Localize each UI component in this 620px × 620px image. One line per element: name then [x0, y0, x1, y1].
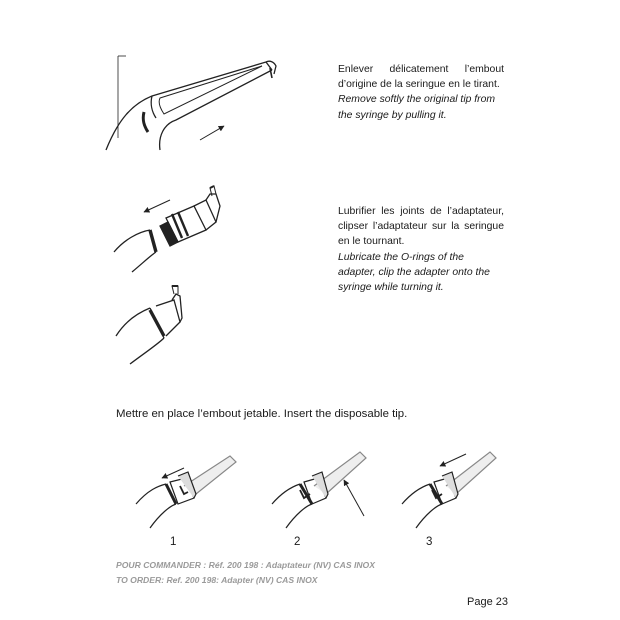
insert-tip-step-1-illustration — [136, 456, 236, 528]
step-1-english: Remove softly the original tip from the syringe by pulling it. — [338, 94, 496, 121]
page-number: Page 23 — [467, 596, 508, 608]
step-number-2: 2 — [294, 536, 301, 548]
adapter-mounted-illustration — [116, 286, 182, 364]
insert-tip-instruction: Mettre en place l’embout jetable. Insert the disposable tip. — [116, 408, 408, 420]
step-2-text — [338, 204, 504, 295]
step-number-1: 1 — [170, 536, 177, 548]
order-reference-english: TO ORDER: Ref. 200 198: Adapter (NV) CAS INOX — [116, 575, 318, 585]
step-2-french: Lubrifier les joints de l’adaptateur, clipser l’adaptateur sur la seringue en le tournant. — [338, 206, 504, 248]
insert-tip-step-2-illustration — [272, 452, 366, 528]
insert-tip-step-3-illustration — [402, 452, 496, 528]
order-reference-french: POUR COMMANDER : Réf. 200 198 : Adaptateur (NV) CAS INOX — [116, 560, 375, 570]
syringe-remove-tip-illustration — [106, 56, 276, 150]
adapter-clip-illustration — [114, 186, 220, 272]
step-1-text — [338, 62, 504, 123]
step-2-english: Lubricate the O-rings of the adapter, clip the adapter onto the syringe while turning it. — [338, 251, 490, 294]
step-number-3: 3 — [426, 536, 433, 548]
step-1-french: Enlever délicatement l’embout d’origine de la seringue en le tirant. — [338, 64, 504, 91]
